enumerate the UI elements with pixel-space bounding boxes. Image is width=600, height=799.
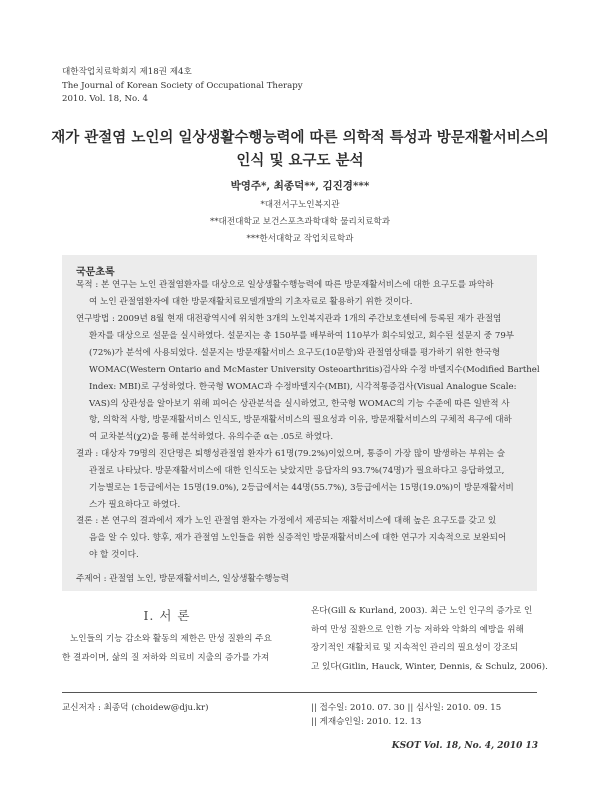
footnote-divider xyxy=(62,692,537,693)
affiliation-1: *대전서구노인복지관 xyxy=(260,200,340,210)
conclusion-label: 결론 : xyxy=(76,516,99,526)
received-reviewed-dates: || 접수일: 2010. 07. 30 || 심사일: 2010. 09. 15 xyxy=(311,703,502,713)
section-heading-introduction: Ⅰ. 서 론 xyxy=(143,608,191,623)
abstract-objective xyxy=(76,277,531,311)
method-line: 항, 의학적 사항, 방문재활서비스 인식도, 방문재활서비스의 필요성과 이유, 방문재활서비스의 구체적 욕구에 대하 xyxy=(89,415,512,426)
result-line: 대상자 79명의 진단명은 퇴행성관절염 환자가 61명(79.2%)이었으며, 통증이 가장 많이 발생하는 부위는 슬 xyxy=(100,449,506,459)
method-line: (72%)가 분석에 사용되었다. 설문지는 방문재활서비스 요구도(10문항)와 관절염상태를 평가하기 위한 한국형 xyxy=(89,347,501,358)
keywords-label: 주제어 : xyxy=(76,574,107,584)
conclusion-line: 음을 알 수 있다. 향후, 재가 관절염 노인들을 위한 실증적인 방문재활서비스에 대한 연구가 지속적으로 보완되어 xyxy=(89,532,507,543)
conclusion-line: 야 할 것이다. xyxy=(89,549,139,560)
corresponding-author: 교신저자 : 최종덕 (choidew@dju.kr) xyxy=(62,703,209,713)
abstract-heading: 국문초록 xyxy=(76,267,115,278)
abstract-keywords xyxy=(76,571,531,588)
intro-right-column xyxy=(311,602,548,677)
paper-title-line-1: 재가 관절염 노인의 일상생활수행능력에 따른 의학적 특성과 방문재활서비스의 xyxy=(51,129,549,146)
intro-text-line: 고 있다(Gitlin, Hauck, Winter, Dennis, & Schulz, 2006). xyxy=(311,662,548,673)
keywords-text: 관절염 노인, 방문재활서비스, 일상생활수행능력 xyxy=(109,574,289,584)
paper-title-line-2: 인식 및 요구도 분석 xyxy=(236,152,364,169)
journal-english-name: The Journal of Korean Society of Occupational Therapy xyxy=(62,80,303,91)
affiliation-2: **대전대학교 보건스포츠과학대학 물리치료학과 xyxy=(209,217,391,227)
journal-volume: 2010. Vol. 18, No. 4 xyxy=(62,94,149,104)
method-line: 여 교차분석(χ2)을 통해 분석하였다. 유의수준 α는 .05로 하였다. xyxy=(89,432,334,443)
result-line: 기능별로는 1등급에서는 15명(19.0%), 2등급에서는 44명(55.7%), 3등급에서는 15명(19.0%)이 방문재활서비 xyxy=(89,482,514,493)
abstract-conclusion xyxy=(76,513,531,564)
conclusion-line: 본 연구의 결과에서 재가 노인 관절염 환자는 가정에서 제공되는 재활서비스에 대해 높은 요구도를 갖고 있 xyxy=(100,516,497,526)
journal-header xyxy=(62,66,303,107)
method-line: 2009년 8월 현재 대전광역시에 위치한 3개의 노인복지관과 1개의 주간보호센터에 등록된 재가 관절염 xyxy=(117,314,502,324)
journal-korean-name: 대한작업치료학회지 제18권 제4호 xyxy=(62,67,192,77)
method-line: VAS)의 상관성을 알아보기 위해 피어슨 상관분석을 실시하였고, 한국형 WOMAC의 기능 수준에 따른 일반적 사 xyxy=(89,398,510,409)
method-line: 환자를 대상으로 설문을 실시하였다. 설문지는 총 150부를 배부하여 110부가 회수되었고, 회수된 설문지 중 79부 xyxy=(89,330,515,341)
method-line: WOMAC(Western Ontario and McMaster University Osteoarthritis)검사와 수정 바델지수(Modified Barthel xyxy=(89,364,540,375)
authors: 박영주*, 최종덕**, 김진경*** xyxy=(230,180,370,192)
page-footer: KSOT Vol. 18, No. 4, 2010 13 xyxy=(391,741,538,751)
intro-text-line: 노인들의 기능 감소와 활동의 제한은 만성 질환의 주요 xyxy=(70,634,272,644)
objective-line: 여 노인 관절염환자에 대한 방문재활치료모델개발의 기초자료로 활용하기 위한 것이다. xyxy=(89,296,413,307)
intro-text-line: 한 결과이며, 삶의 질 저하와 의료비 지출의 증가를 가져 xyxy=(62,652,270,663)
affiliation-3: ***한서대학교 작업치료학과 xyxy=(246,234,354,244)
intro-text-line: 온다(Gill & Kurland, 2003). 최근 노인 인구의 증가로 인 xyxy=(311,606,533,616)
accepted-date: || 게재승인일: 2010. 12. 13 xyxy=(311,717,422,727)
method-line: Index: MBI)로 구성하였다. 한국형 WOMAC과 수정바델지수(MBI), 시각적통증검사(Visual Analogue Scale: xyxy=(89,381,517,392)
intro-text-line: 장기적인 재활치료 및 지속적인 관리의 필요성이 강조되 xyxy=(311,643,519,654)
objective-line: 본 연구는 노인 관절염환자를 대상으로 일상생활수행능력에 따른 방문재활서비스에 대한 요구도를 파악하 xyxy=(100,280,494,290)
abstract-method xyxy=(76,311,540,446)
intro-text-line: 하여 만성 질환으로 인한 기능 저하와 악화의 예방을 위해 xyxy=(311,624,524,635)
intro-left-column xyxy=(62,630,272,667)
objective-label: 목적 : xyxy=(76,280,99,290)
abstract-result xyxy=(76,446,531,514)
result-line: 관절로 나타났다. 방문재활서비스에 대한 인식도는 낮았지만 응답자의 93.7%(74명)가 필요하다고 응답하였고, xyxy=(89,465,505,476)
submission-dates xyxy=(311,701,501,729)
result-label: 결과 : xyxy=(76,449,99,459)
result-line: 스가 필요하다고 하였다. xyxy=(89,499,181,510)
method-label: 연구방법 : xyxy=(76,314,115,324)
